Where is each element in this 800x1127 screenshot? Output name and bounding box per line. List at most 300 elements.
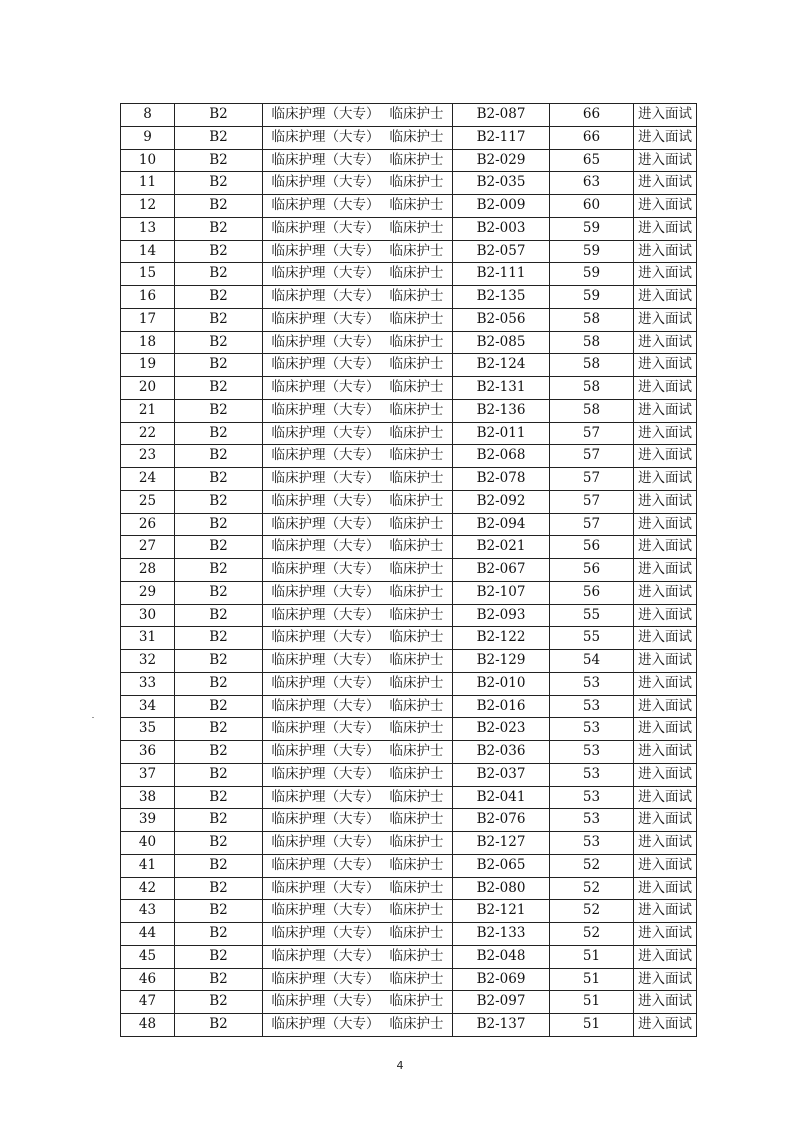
exam-id-cell: B2-009 [453,195,550,218]
result-cell: 进入面试 [634,331,697,354]
row-number-cell: 45 [121,945,175,968]
row-number-cell: 17 [121,308,175,331]
row-number-cell: 8 [121,104,175,127]
table-row [121,672,697,695]
score-cell: 51 [550,991,634,1014]
score-cell: 56 [550,536,634,559]
result-cell: 进入面试 [634,945,697,968]
score-cell: 58 [550,377,634,400]
table-row [121,445,697,468]
position-label: 临床护士 [389,925,444,942]
group-cell: B2 [175,399,263,422]
major-label: 临床护理（大专） [271,788,380,805]
major-position-cell [263,195,453,218]
table-row [121,968,697,991]
group-cell: B2 [175,923,263,946]
major-position-cell [263,968,453,991]
position-label: 临床护士 [389,765,444,782]
group-cell: B2 [175,536,263,559]
exam-id-cell: B2-021 [453,536,550,559]
exam-id-cell: B2-117 [453,126,550,149]
position-label: 临床护士 [389,834,444,851]
row-number-cell: 38 [121,786,175,809]
row-number-cell: 34 [121,695,175,718]
result-cell: 进入面试 [634,991,697,1014]
major-label: 临床护理（大专） [271,333,380,350]
group-cell: B2 [175,104,263,127]
table-row [121,945,697,968]
table-row [121,286,697,309]
result-cell: 进入面试 [634,900,697,923]
score-cell: 55 [550,627,634,650]
major-label: 临床护理（大专） [271,834,380,851]
major-position-cell [263,763,453,786]
table-row [121,422,697,445]
major-position-cell [263,627,453,650]
exam-id-cell: B2-107 [453,581,550,604]
result-cell: 进入面试 [634,968,697,991]
row-number-cell: 19 [121,354,175,377]
major-position-cell [263,149,453,172]
exam-id-cell: B2-065 [453,854,550,877]
position-label: 临床护士 [389,674,444,691]
major-position-cell [263,377,453,400]
result-cell: 进入面试 [634,195,697,218]
group-cell: B2 [175,945,263,968]
score-cell: 57 [550,513,634,536]
exam-id-cell: B2-023 [453,718,550,741]
score-cell: 51 [550,1014,634,1037]
group-cell: B2 [175,513,263,536]
position-label: 临床护士 [389,629,444,646]
major-label: 临床护理（大专） [271,902,380,919]
result-cell: 进入面试 [634,877,697,900]
result-cell: 进入面试 [634,604,697,627]
group-cell: B2 [175,377,263,400]
exam-id-cell: B2-092 [453,490,550,513]
table-row [121,149,697,172]
score-cell: 52 [550,877,634,900]
major-position-cell [263,854,453,877]
row-number-cell: 48 [121,1014,175,1037]
exam-id-cell: B2-131 [453,377,550,400]
major-position-cell [263,490,453,513]
position-label: 临床护士 [389,174,444,191]
group-cell: B2 [175,991,263,1014]
group-cell: B2 [175,308,263,331]
major-label: 临床护理（大专） [271,720,380,737]
group-cell: B2 [175,354,263,377]
exam-id-cell: B2-069 [453,968,550,991]
result-cell: 进入面试 [634,490,697,513]
score-cell: 58 [550,308,634,331]
position-label: 临床护士 [389,356,444,373]
exam-id-cell: B2-127 [453,832,550,855]
result-cell: 进入面试 [634,763,697,786]
major-label: 临床护理（大专） [271,879,380,896]
major-position-cell [263,308,453,331]
position-label: 临床护士 [389,447,444,464]
position-label: 临床护士 [389,583,444,600]
major-label: 临床护理（大专） [271,310,380,327]
major-position-cell [263,468,453,491]
exam-id-cell: B2-136 [453,399,550,422]
table-row [121,217,697,240]
table-row [121,377,697,400]
row-number-cell: 20 [121,377,175,400]
table-row [121,650,697,673]
score-cell: 58 [550,354,634,377]
exam-id-cell: B2-121 [453,900,550,923]
table-row [121,513,697,536]
result-cell: 进入面试 [634,377,697,400]
group-cell: B2 [175,422,263,445]
group-cell: B2 [175,650,263,673]
group-cell: B2 [175,445,263,468]
group-cell: B2 [175,968,263,991]
score-cell: 57 [550,490,634,513]
major-position-cell [263,104,453,127]
row-number-cell: 41 [121,854,175,877]
exam-id-cell: B2-011 [453,422,550,445]
exam-id-cell: B2-135 [453,286,550,309]
row-number-cell: 18 [121,331,175,354]
table-row [121,490,697,513]
row-number-cell: 15 [121,263,175,286]
position-label: 临床护士 [389,561,444,578]
position-label: 临床护士 [389,151,444,168]
table-row [121,354,697,377]
group-cell: B2 [175,604,263,627]
row-number-cell: 10 [121,149,175,172]
row-number-cell: 28 [121,559,175,582]
major-position-cell [263,331,453,354]
table-row [121,331,697,354]
row-number-cell: 39 [121,809,175,832]
exam-id-cell: B2-097 [453,991,550,1014]
exam-id-cell: B2-080 [453,877,550,900]
row-number-cell: 33 [121,672,175,695]
score-cell: 63 [550,172,634,195]
table-row [121,718,697,741]
row-number-cell: 27 [121,536,175,559]
result-cell: 进入面试 [634,559,697,582]
score-cell: 53 [550,832,634,855]
major-label: 临床护理（大专） [271,538,380,555]
exam-id-cell: B2-057 [453,240,550,263]
major-label: 临床护理（大专） [271,197,380,214]
group-cell: B2 [175,490,263,513]
major-label: 临床护理（大专） [271,1016,380,1033]
result-cell: 进入面试 [634,650,697,673]
group-cell: B2 [175,854,263,877]
major-position-cell [263,945,453,968]
score-cell: 59 [550,217,634,240]
position-label: 临床护士 [389,947,444,964]
major-label: 临床护理（大专） [271,947,380,964]
position-label: 临床护士 [389,993,444,1010]
row-number-cell: 30 [121,604,175,627]
score-cell: 53 [550,809,634,832]
exam-id-cell: B2-010 [453,672,550,695]
result-cell: 进入面试 [634,104,697,127]
position-label: 临床护士 [389,288,444,305]
major-position-cell [263,718,453,741]
row-number-cell: 40 [121,832,175,855]
group-cell: B2 [175,468,263,491]
row-number-cell: 26 [121,513,175,536]
result-cell: 进入面试 [634,217,697,240]
position-label: 临床护士 [389,242,444,259]
major-label: 临床护理（大专） [271,561,380,578]
score-cell: 57 [550,422,634,445]
table-row [121,263,697,286]
major-label: 临床护理（大专） [271,652,380,669]
group-cell: B2 [175,627,263,650]
result-cell: 进入面试 [634,1014,697,1037]
major-label: 临床护理（大专） [271,242,380,259]
major-position-cell [263,126,453,149]
result-cell: 进入面试 [634,627,697,650]
table-row [121,604,697,627]
table-row [121,126,697,149]
exam-id-cell: B2-087 [453,104,550,127]
major-position-cell [263,900,453,923]
score-cell: 51 [550,968,634,991]
result-cell: 进入面试 [634,741,697,764]
result-cell: 进入面试 [634,149,697,172]
result-cell: 进入面试 [634,923,697,946]
major-label: 临床护理（大专） [271,219,380,236]
score-cell: 56 [550,581,634,604]
position-label: 临床护士 [389,788,444,805]
position-label: 临床护士 [389,879,444,896]
exam-id-cell: B2-029 [453,149,550,172]
major-label: 临床护理（大专） [271,765,380,782]
group-cell: B2 [175,149,263,172]
result-cell: 进入面试 [634,695,697,718]
result-cell: 进入面试 [634,445,697,468]
exam-id-cell: B2-036 [453,741,550,764]
major-position-cell [263,354,453,377]
result-cell: 进入面试 [634,809,697,832]
position-label: 临床护士 [389,515,444,532]
group-cell: B2 [175,263,263,286]
position-label: 临床护士 [389,128,444,145]
score-cell: 54 [550,650,634,673]
result-cell: 进入面试 [634,126,697,149]
position-label: 临床护士 [389,401,444,418]
results-table-body [121,104,697,1037]
table-row [121,240,697,263]
major-position-cell [263,672,453,695]
row-number-cell: 12 [121,195,175,218]
major-label: 临床护理（大专） [271,379,380,396]
major-label: 临床护理（大专） [271,288,380,305]
position-label: 临床护士 [389,470,444,487]
major-label: 临床护理（大专） [271,856,380,873]
score-cell: 53 [550,718,634,741]
group-cell: B2 [175,695,263,718]
major-label: 临床护理（大专） [271,993,380,1010]
score-cell: 53 [550,786,634,809]
result-cell: 进入面试 [634,286,697,309]
table-row [121,809,697,832]
row-number-cell: 43 [121,900,175,923]
major-position-cell [263,604,453,627]
major-position-cell [263,399,453,422]
score-cell: 53 [550,741,634,764]
score-cell: 56 [550,559,634,582]
result-cell: 进入面试 [634,308,697,331]
exam-id-cell: B2-035 [453,172,550,195]
table-row [121,900,697,923]
major-label: 临床护理（大专） [271,128,380,145]
score-cell: 58 [550,331,634,354]
group-cell: B2 [175,786,263,809]
table-row [121,786,697,809]
major-label: 临床护理（大专） [271,606,380,623]
group-cell: B2 [175,172,263,195]
group-cell: B2 [175,559,263,582]
group-cell: B2 [175,718,263,741]
major-position-cell [263,786,453,809]
result-cell: 进入面试 [634,832,697,855]
position-label: 临床护士 [389,424,444,441]
exam-id-cell: B2-124 [453,354,550,377]
exam-id-cell: B2-129 [453,650,550,673]
score-cell: 60 [550,195,634,218]
group-cell: B2 [175,672,263,695]
major-label: 临床护理（大专） [271,401,380,418]
result-cell: 进入面试 [634,399,697,422]
score-cell: 53 [550,695,634,718]
exam-id-cell: B2-137 [453,1014,550,1037]
exam-id-cell: B2-094 [453,513,550,536]
major-position-cell [263,809,453,832]
table-row [121,1014,697,1037]
table-row [121,741,697,764]
table-row [121,695,697,718]
major-label: 临床护理（大专） [271,743,380,760]
position-label: 临床护士 [389,310,444,327]
group-cell: B2 [175,240,263,263]
group-cell: B2 [175,832,263,855]
row-number-cell: 13 [121,217,175,240]
major-label: 临床护理（大专） [271,470,380,487]
exam-id-cell: B2-133 [453,923,550,946]
position-label: 临床护士 [389,902,444,919]
score-cell: 53 [550,763,634,786]
score-cell: 57 [550,445,634,468]
row-number-cell: 36 [121,741,175,764]
table-row [121,536,697,559]
score-cell: 66 [550,126,634,149]
exam-id-cell: B2-085 [453,331,550,354]
major-label: 临床护理（大专） [271,492,380,509]
exam-id-cell: B2-078 [453,468,550,491]
exam-id-cell: B2-016 [453,695,550,718]
group-cell: B2 [175,900,263,923]
major-label: 临床护理（大专） [271,265,380,282]
table-row [121,308,697,331]
major-position-cell [263,263,453,286]
major-label: 临床护理（大专） [271,151,380,168]
group-cell: B2 [175,217,263,240]
exam-id-cell: B2-056 [453,308,550,331]
position-label: 临床护士 [389,606,444,623]
position-label: 临床护士 [389,970,444,987]
position-label: 临床护士 [389,697,444,714]
group-cell: B2 [175,809,263,832]
group-cell: B2 [175,195,263,218]
table-row [121,399,697,422]
result-cell: 进入面试 [634,786,697,809]
result-cell: 进入面试 [634,672,697,695]
table-row [121,877,697,900]
exam-id-cell: B2-122 [453,627,550,650]
table-row [121,854,697,877]
result-cell: 进入面试 [634,536,697,559]
row-number-cell: 29 [121,581,175,604]
row-number-cell: 24 [121,468,175,491]
position-label: 临床护士 [389,333,444,350]
table-row [121,172,697,195]
table-row [121,104,697,127]
table-row [121,832,697,855]
row-number-cell: 32 [121,650,175,673]
exam-id-cell: B2-041 [453,786,550,809]
score-cell: 52 [550,923,634,946]
row-number-cell: 14 [121,240,175,263]
row-number-cell: 46 [121,968,175,991]
row-number-cell: 23 [121,445,175,468]
row-number-cell: 44 [121,923,175,946]
result-cell: 进入面试 [634,513,697,536]
page-number: 4 [396,1059,404,1072]
exam-id-cell: B2-003 [453,217,550,240]
score-cell: 59 [550,286,634,309]
score-cell: 52 [550,900,634,923]
group-cell: B2 [175,1014,263,1037]
result-cell: 进入面试 [634,581,697,604]
exam-id-cell: B2-048 [453,945,550,968]
group-cell: B2 [175,331,263,354]
group-cell: B2 [175,877,263,900]
position-label: 临床护士 [389,219,444,236]
major-label: 临床护理（大专） [271,424,380,441]
result-cell: 进入面试 [634,468,697,491]
major-position-cell [263,1014,453,1037]
row-number-cell: 47 [121,991,175,1014]
group-cell: B2 [175,741,263,764]
major-position-cell [263,536,453,559]
score-cell: 59 [550,263,634,286]
group-cell: B2 [175,126,263,149]
position-label: 临床护士 [389,492,444,509]
major-position-cell [263,217,453,240]
table-row [121,923,697,946]
position-label: 临床护士 [389,197,444,214]
major-label: 临床护理（大专） [271,447,380,464]
major-position-cell [263,559,453,582]
table-row [121,627,697,650]
row-number-cell: 31 [121,627,175,650]
major-position-cell [263,513,453,536]
major-position-cell [263,240,453,263]
row-number-cell: 16 [121,286,175,309]
score-cell: 51 [550,945,634,968]
